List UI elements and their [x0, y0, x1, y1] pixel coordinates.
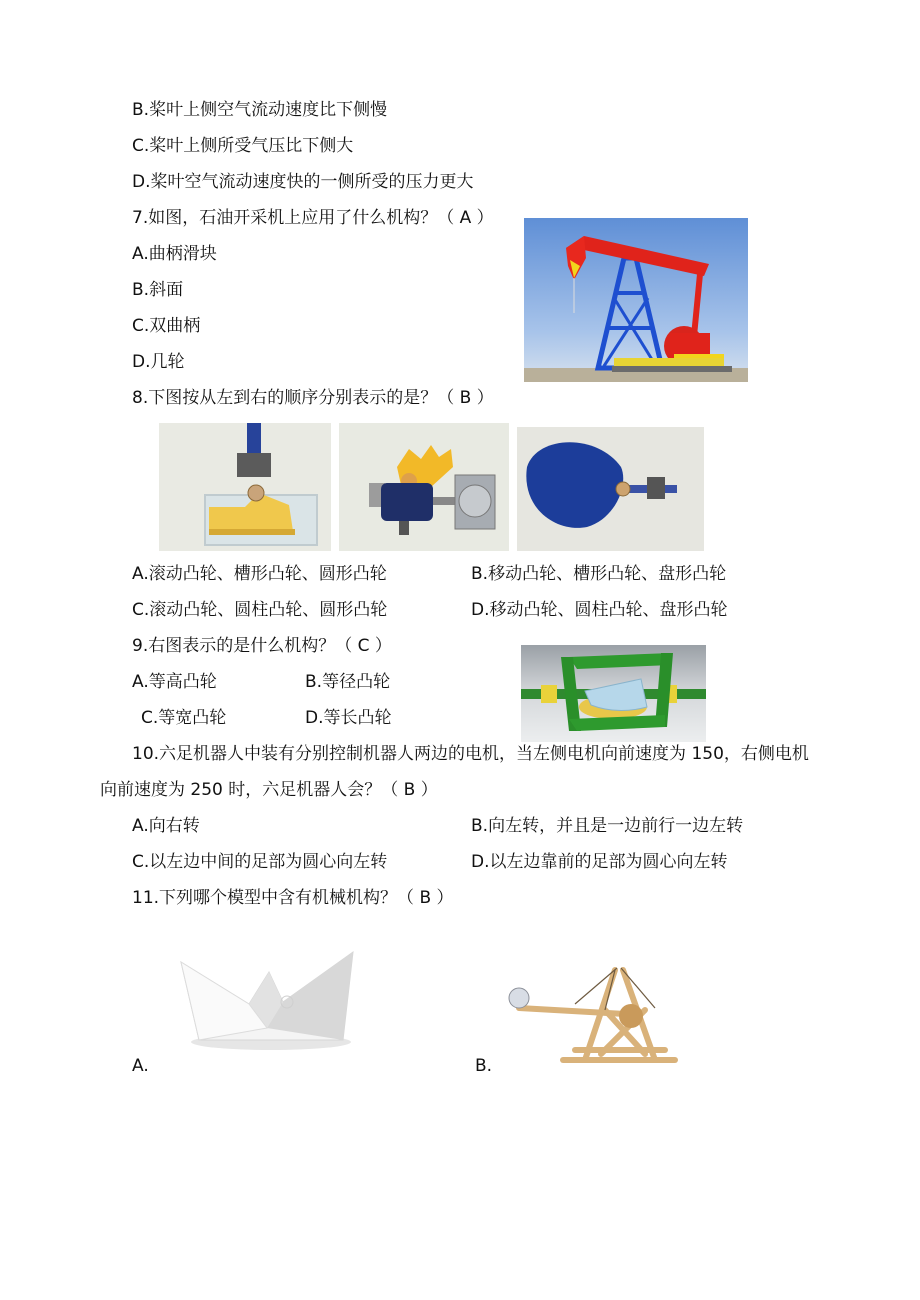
- q8-option-a: A.滚动凸轮、槽形凸轮、圆形凸轮: [132, 564, 387, 584]
- q11-question: 11.下列哪个模型中含有机械机构？（ B ）: [132, 888, 454, 908]
- q10-option-a: A.向右转: [132, 816, 200, 836]
- oil-pumpjack-image: [524, 218, 748, 382]
- q10-option-b: B.向左转，并且是一边前行一边左转: [471, 816, 744, 836]
- disc-cam-image: [517, 427, 704, 551]
- constant-width-cam-image: [521, 645, 706, 742]
- moving-cam-image: [159, 423, 331, 551]
- q11-option-b: B.: [475, 1056, 493, 1076]
- q11-option-a: A.: [132, 1056, 149, 1076]
- q7-option-a: A.曲柄滑块: [132, 244, 217, 264]
- q7-question: 7.如图，石油开采机上应用了什么机构？（ A ）: [132, 208, 494, 228]
- groove-cam-image: [339, 423, 509, 551]
- q10-option-d: D.以左边靠前的足部为圆心向左转: [471, 852, 728, 872]
- q8-option-c: C.滚动凸轮、圆柱凸轮、圆形凸轮: [132, 600, 388, 620]
- q9-question: 9.右图表示的是什么机构？（ C ）: [132, 636, 392, 656]
- q9-option-b: B.等径凸轮: [305, 672, 391, 692]
- q8-option-d: D.移动凸轮、圆柱凸轮、盘形凸轮: [471, 600, 728, 620]
- q9-option-a: A.等高凸轮: [132, 672, 217, 692]
- q10-question-line1: 10.六足机器人中装有分别控制机器人两边的电机，当左侧电机向前速度为 150，右侧电机: [132, 744, 809, 764]
- q7-option-b: B.斜面: [132, 280, 184, 300]
- q9-option-c: C.等宽凸轮: [141, 708, 227, 728]
- q8-question: 8.下图按从左到右的顺序分别表示的是？（ B ）: [132, 388, 494, 408]
- q9-option-d: D.等长凸轮: [305, 708, 392, 728]
- q8-option-b: B.移动凸轮、槽形凸轮、盘形凸轮: [471, 564, 727, 584]
- catapult-image: [505, 950, 695, 1072]
- q6-option-d: D.桨叶空气流动速度快的一侧所受的压力更大: [132, 172, 474, 192]
- q10-option-c: C.以左边中间的足部为圆心向左转: [132, 852, 388, 872]
- q6-option-b: B.桨叶上侧空气流动速度比下侧慢: [132, 100, 388, 120]
- q7-option-c: C.双曲柄: [132, 316, 201, 336]
- q10-question-line2: 向前速度为 250 时，六足机器人会？（ B ）: [100, 780, 438, 800]
- q7-option-d: D.几轮: [132, 352, 185, 372]
- q6-option-c: C.桨叶上侧所受气压比下侧大: [132, 136, 354, 156]
- paper-boat-image: [175, 932, 359, 1052]
